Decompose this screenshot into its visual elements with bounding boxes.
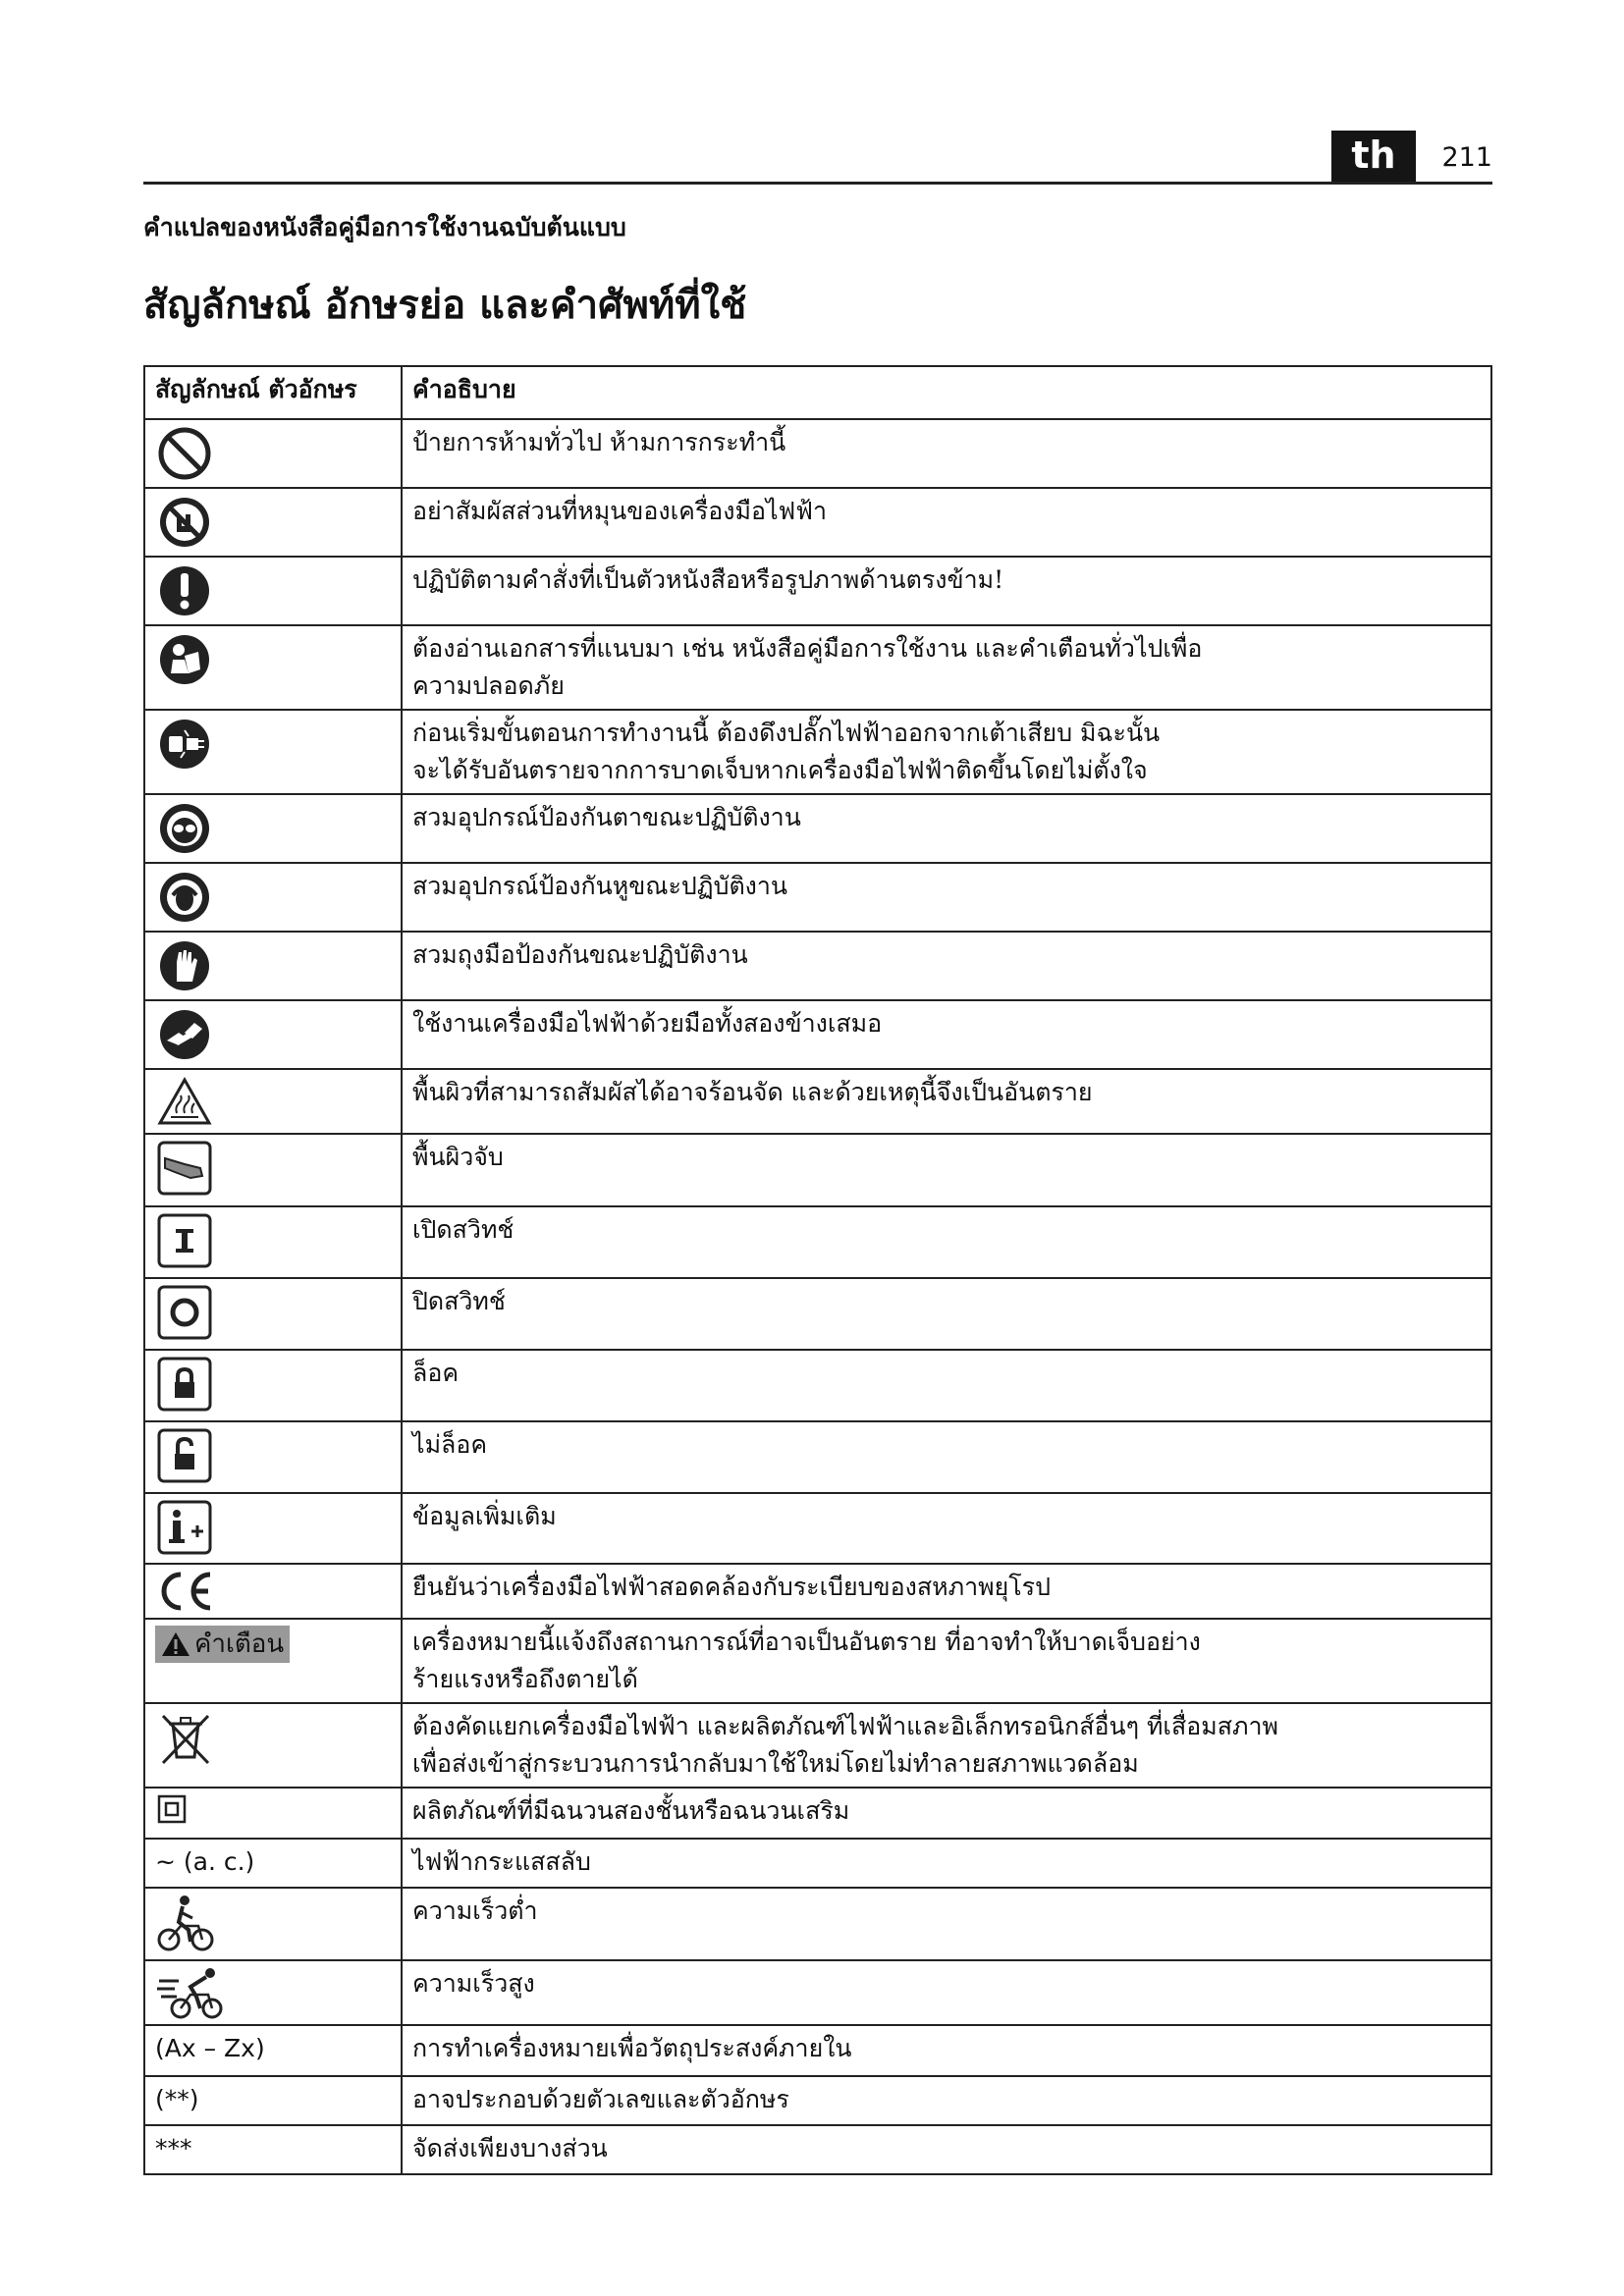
symbol-cell	[144, 557, 402, 625]
symbol-cell	[144, 1000, 402, 1069]
description-cell: ความเร็วสูง	[402, 1960, 1491, 2025]
table-row	[144, 1278, 1491, 1350]
page-title: สัญลักษณ์ อักษรย่อ และคำศัพท์ที่ใช้	[143, 282, 747, 328]
symbol-cell	[144, 932, 402, 1000]
description-cell: ต้องอ่านเอกสารที่แนบมา เช่น หนังสือคู่มือการใช้งาน และคำเตือนทั่วไปเพื่อ ความปลอดภัย	[402, 625, 1491, 710]
table-row	[144, 1206, 1491, 1278]
table-row	[144, 1069, 1491, 1134]
page-number: 211	[1441, 142, 1492, 173]
symbol-cell	[144, 1493, 402, 1564]
description-cell: ปิดสวิทช์	[402, 1278, 1491, 1350]
description-cell: ไฟฟ้ากระแสสลับ	[402, 1839, 1491, 1888]
table-row	[144, 1888, 1491, 1960]
description-cell: ป้ายการห้ามทั่วไป ห้ามการกระทำนี้	[402, 419, 1491, 488]
description-cell: อาจประกอบด้วยตัวเลขและตัวอักษร	[402, 2076, 1491, 2125]
description-cell: ต้องคัดแยกเครื่องมือไฟฟ้า และผลิตภัณฑ์ไฟฟ้าและอิเล็กทรอนิกส์อื่นๆ ที่เสื่อมสภาพ เพื่อส่งเข้าสู่กระบวนการนำกลับมาใช้ใหม่โดยไม่ทำลายสภาพแวดล้อม	[402, 1703, 1491, 1788]
description-cell: ความเร็วต่ำ	[402, 1888, 1491, 1960]
symbol-cell	[144, 2076, 402, 2125]
two-hands-icon	[155, 1005, 214, 1064]
unlock-icon	[155, 1426, 214, 1485]
table-row	[144, 1619, 1491, 1703]
description-cell: ผลิตภัณฑ์ที่มีฉนวนสองชั้นหรือฉนวนเสริม	[402, 1788, 1491, 1839]
grip-surface-icon	[155, 1139, 214, 1198]
info-icon	[155, 1498, 214, 1557]
column-header-description: คำอธิบาย	[402, 366, 1491, 419]
symbol-cell	[144, 1421, 402, 1493]
symbol-cell	[144, 2125, 402, 2174]
symbol-cell	[144, 1206, 402, 1278]
symbol-cell	[144, 488, 402, 557]
table-row	[144, 710, 1491, 794]
table-row	[144, 1960, 1491, 2025]
table-row	[144, 557, 1491, 625]
symbols-table	[143, 365, 1492, 2175]
table-row	[144, 1564, 1491, 1619]
lock-icon	[155, 1355, 214, 1414]
table-row	[144, 932, 1491, 1000]
symbol-cell	[144, 1788, 402, 1839]
description-cell: จัดส่งเพียงบางส่วน	[402, 2125, 1491, 2174]
symbol-cell	[144, 1619, 402, 1703]
description-cell: พื้นผิวที่สามารถสัมผัสได้อาจร้อนจัด และด้วยเหตุนี้จึงเป็นอันตราย	[402, 1069, 1491, 1134]
description-cell: ยืนยันว่าเครื่องมือไฟฟ้าสอดคล้องกับระเบียบของสหภาพยุโรป	[402, 1564, 1491, 1619]
symbol-text: ~ (a. c.)	[155, 1847, 255, 1876]
warning-label: คำเตือน	[155, 1626, 290, 1663]
symbol-cell	[144, 863, 402, 932]
symbol-cell	[144, 2025, 402, 2076]
language-badge: th	[1331, 131, 1416, 182]
table-row	[144, 2076, 1491, 2125]
weee-bin-icon	[155, 1708, 214, 1769]
prohibition-icon	[155, 424, 214, 483]
table-row	[144, 1703, 1491, 1788]
table-row	[144, 2125, 1491, 2174]
table-row	[144, 419, 1491, 488]
warning-triangle-icon	[161, 1630, 190, 1658]
symbol-cell	[144, 1888, 402, 1960]
symbol-text: (**)	[155, 2085, 199, 2113]
description-cell: เปิดสวิทช์	[402, 1206, 1491, 1278]
table-row	[144, 1788, 1491, 1839]
table-row	[144, 1000, 1491, 1069]
hot-surface-icon	[155, 1074, 214, 1129]
table-header-row	[144, 366, 1491, 419]
table-row	[144, 1350, 1491, 1421]
symbol-cell	[144, 625, 402, 710]
low-speed-icon	[155, 1893, 218, 1953]
symbol-cell	[144, 1839, 402, 1888]
description-cell: สวมถุงมือป้องกันขณะปฏิบัติงาน	[402, 932, 1491, 1000]
symbol-cell	[144, 1350, 402, 1421]
symbol-cell	[144, 1564, 402, 1619]
symbol-cell	[144, 1134, 402, 1206]
symbol-cell	[144, 1703, 402, 1788]
description-cell: สวมอุปกรณ์ป้องกันหูขณะปฏิบัติงาน	[402, 863, 1491, 932]
description-cell: ไม่ล็อค	[402, 1421, 1491, 1493]
table-row	[144, 1839, 1491, 1888]
description-cell: พื้นผิวจับ	[402, 1134, 1491, 1206]
table-row	[144, 1134, 1491, 1206]
description-cell: ล็อค	[402, 1350, 1491, 1421]
symbol-cell	[144, 794, 402, 863]
table-row	[144, 794, 1491, 863]
exclamation-icon	[155, 561, 214, 620]
table-row	[144, 2025, 1491, 2076]
symbol-text: ***	[155, 2134, 192, 2163]
symbol-cell	[144, 1069, 402, 1134]
description-cell: อย่าสัมผัสส่วนที่หมุนของเครื่องมือไฟฟ้า	[402, 488, 1491, 557]
symbol-text: (Ax – Zx)	[155, 2034, 265, 2062]
ear-protection-icon	[155, 868, 214, 927]
table-row	[144, 1421, 1491, 1493]
description-cell: สวมอุปกรณ์ป้องกันตาขณะปฏิบัติงาน	[402, 794, 1491, 863]
description-cell: ข้อมูลเพิ่มเติม	[402, 1493, 1491, 1564]
unplug-icon	[155, 715, 214, 774]
gloves-icon	[155, 936, 214, 995]
high-speed-icon	[155, 1965, 226, 2020]
description-cell: การทำเครื่องหมายเพื่อวัตถุประสงค์ภายใน	[402, 2025, 1491, 2076]
table-row	[144, 863, 1491, 932]
switch-off-icon	[155, 1283, 214, 1342]
symbol-cell	[144, 1960, 402, 2025]
eye-protection-icon	[155, 799, 214, 858]
page-header	[143, 131, 1492, 185]
description-cell: ใช้งานเครื่องมือไฟฟ้าด้วยมือทั้งสองข้างเสมอ	[402, 1000, 1491, 1069]
symbol-cell	[144, 710, 402, 794]
description-cell: ก่อนเริ่มขั้นตอนการทำงานนี้ ต้องดึงปลั๊กไฟฟ้าออกจากเต้าเสียบ มิฉะนั้น จะได้รับอันตรายจากการบาดเจ็บหากเครื่องมือไฟฟ้าติดขึ้นโดยไม่ตั้งใจ	[402, 710, 1491, 794]
table-row	[144, 488, 1491, 557]
description-cell: ปฏิบัติตามคำสั่งที่เป็นตัวหนังสือหรือรูปภาพด้านตรงข้าม!	[402, 557, 1491, 625]
description-cell: เครื่องหมายนี้แจ้งถึงสถานการณ์ที่อาจเป็นอันตราย ที่อาจทำให้บาดเจ็บอย่าง ร้ายแรงหรือถึงตายได้	[402, 1619, 1491, 1703]
double-insulation-icon	[155, 1792, 189, 1826]
section-subtitle: คำแปลของหนังสือคู่มือการใช้งานฉบับต้นแบบ	[143, 213, 626, 241]
ce-mark-icon	[155, 1569, 218, 1614]
symbol-cell	[144, 419, 402, 488]
switch-on-icon	[155, 1211, 214, 1270]
read-manual-icon	[155, 630, 214, 689]
table-row	[144, 1493, 1491, 1564]
symbol-cell	[144, 1278, 402, 1350]
no-touch-rotating-icon	[155, 493, 214, 552]
table-row	[144, 625, 1491, 710]
column-header-symbol: สัญลักษณ์ ตัวอักษร	[144, 366, 402, 419]
